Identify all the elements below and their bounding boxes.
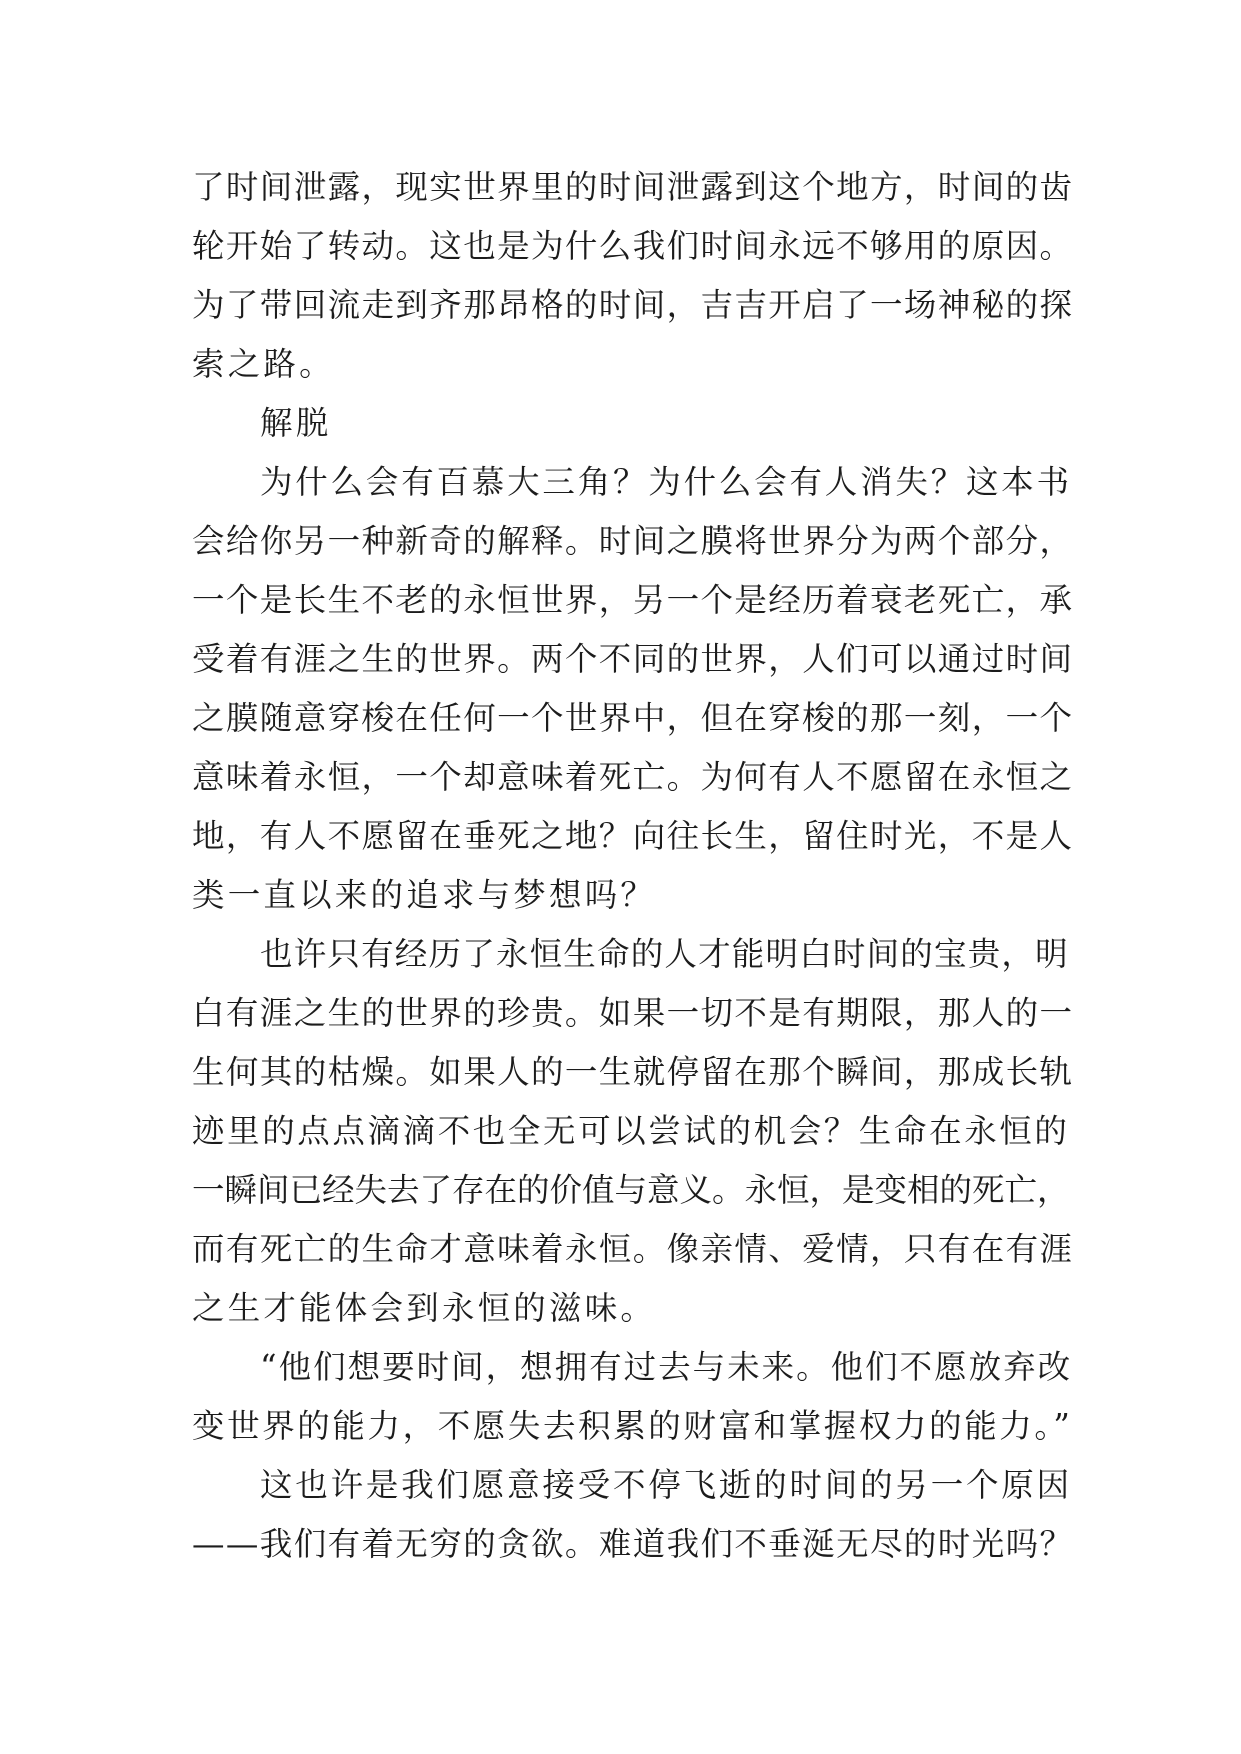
text-line: 迹里的点点滴滴不也全无可以尝试的机会？生命在永恒的 <box>192 1112 1070 1150</box>
text-line: 受着有涯之生的世界。两个不同的世界，人们可以通过时间 <box>192 640 1074 678</box>
text-line: 这也许是我们愿意接受不停飞逝的时间的另一个原因 <box>260 1466 1072 1504</box>
text-line: 也许只有经历了永恒生命的人才能明白时间的宝贵，明 <box>260 935 1069 973</box>
text-line: ——我们有着无穷的贪欲。难道我们不垂涎无尽的时光吗？ <box>192 1525 1074 1563</box>
text-line: 类一直以来的追求与梦想吗？ <box>192 876 657 914</box>
quote-line: “他们想要时间，想拥有过去与未来。他们不愿放弃改 <box>260 1348 1073 1386</box>
text-line: 意味着永恒，一个却意味着死亡。为何有人不愿留在永恒之 <box>192 758 1074 796</box>
text-line: 了时间泄露，现实世界里的时间泄露到这个地方，时间的齿 <box>192 168 1074 206</box>
text-line: 生何其的枯燥。如果人的一生就停留在那个瞬间，那成长轨 <box>192 1053 1074 1091</box>
text-line: 轮开始了转动。这也是为什么我们时间永远不够用的原因。 <box>192 227 1074 265</box>
text-line: 之生才能体会到永恒的滋味。 <box>192 1289 657 1327</box>
text-line: 而有死亡的生命才意味着永恒。像亲情、爱情，只有在有涯 <box>192 1230 1074 1268</box>
text-line: 一瞬间已经失去了存在的价值与意义。永恒，是变相的死亡， <box>192 1171 1070 1209</box>
text-line: 为了带回流走到齐那昂格的时间，吉吉开启了一场神秘的探 <box>192 286 1074 324</box>
text-line: 地，有人不愿留在垂死之地？向往长生，留住时光，不是人 <box>192 817 1074 855</box>
quote-line: 变世界的能力，不愿失去积累的财富和掌握权力的能力。” <box>192 1407 1073 1445</box>
text-line: 之膜随意穿梭在任何一个世界中，但在穿梭的那一刻，一个 <box>192 699 1074 737</box>
text-line: 索之路。 <box>192 345 335 383</box>
text-line: 一个是长生不老的永恒世界，另一个是经历着衰老死亡，承 <box>192 581 1074 619</box>
section-heading: 解脱 <box>260 404 332 442</box>
body-text <box>192 158 1072 1574</box>
text-line: 为什么会有百慕大三角？为什么会有人消失？这本书 <box>260 463 1072 501</box>
text-line: 会给你另一种新奇的解释。时间之膜将世界分为两个部分， <box>192 522 1074 560</box>
text-line: 白有涯之生的世界的珍贵。如果一切不是有期限，那人的一 <box>192 994 1074 1032</box>
